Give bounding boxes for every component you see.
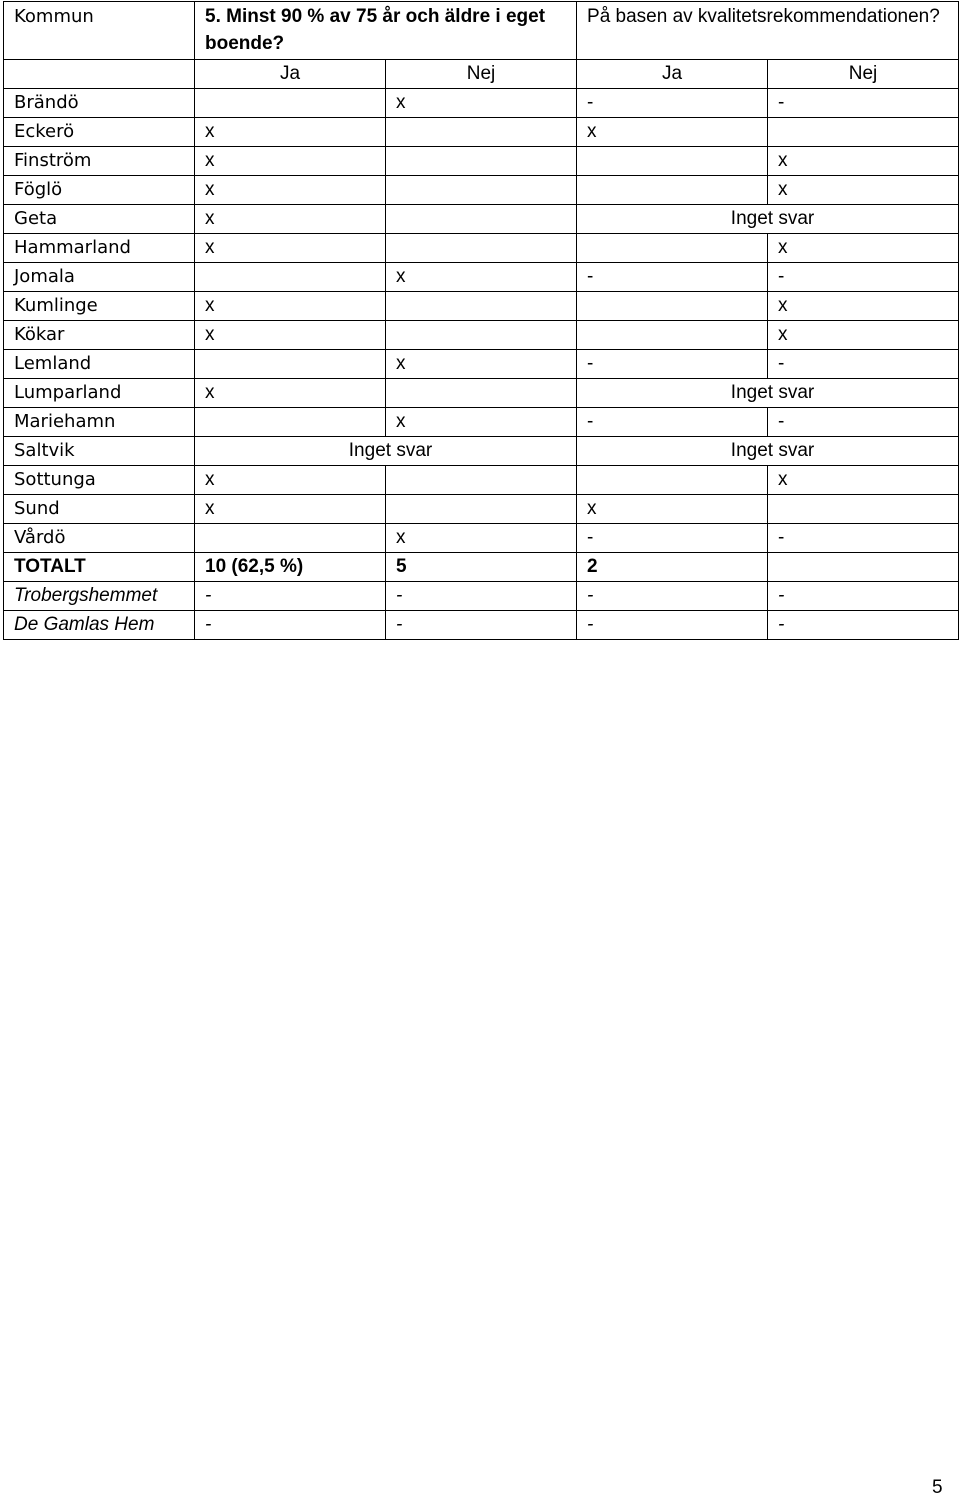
kommun-name: Sottunga — [4, 466, 195, 495]
question-ja-cell — [195, 263, 386, 292]
subheader-empty — [4, 60, 195, 89]
question-nej-cell — [386, 495, 577, 524]
table-body — [4, 2, 959, 640]
kommun-name: Mariehamn — [4, 408, 195, 437]
basis-nej-cell: - — [768, 408, 959, 437]
kommun-name: Lemland — [4, 350, 195, 379]
kommun-name: Vårdö — [4, 524, 195, 553]
table-row — [4, 263, 959, 292]
basis-nej-cell — [768, 553, 959, 582]
question-nej-cell — [386, 147, 577, 176]
table-row — [4, 321, 959, 350]
basis-nej-cell: x — [768, 321, 959, 350]
table-row — [4, 495, 959, 524]
table-row — [4, 582, 959, 611]
basis-ja-cell: - — [577, 263, 768, 292]
kommun-name: Eckerö — [4, 118, 195, 147]
table-row — [4, 437, 959, 466]
question-ja-cell: x — [195, 205, 386, 234]
basis-nej-cell: - — [768, 350, 959, 379]
question-nej-cell: x — [386, 408, 577, 437]
question-nej-cell: 5 — [386, 553, 577, 582]
basis-ja-cell — [577, 292, 768, 321]
question-nej-cell: x — [386, 524, 577, 553]
question-nej-cell: x — [386, 89, 577, 118]
basis-nej-cell: x — [768, 176, 959, 205]
basis-no-answer: Inget svar — [577, 437, 959, 466]
basis-nej-cell: x — [768, 147, 959, 176]
table-row — [4, 118, 959, 147]
kommun-name: Föglö — [4, 176, 195, 205]
question-no-answer: Inget svar — [195, 437, 577, 466]
basis-nej-cell: - — [768, 611, 959, 640]
question-ja-cell: x — [195, 118, 386, 147]
subheader-b-ja: Ja — [577, 60, 768, 89]
basis-nej-cell: - — [768, 524, 959, 553]
table-row — [4, 350, 959, 379]
question-ja-cell: - — [195, 582, 386, 611]
basis-ja-cell — [577, 147, 768, 176]
question-ja-cell — [195, 350, 386, 379]
kommun-name: Sund — [4, 495, 195, 524]
basis-nej-cell — [768, 118, 959, 147]
basis-ja-cell: - — [577, 408, 768, 437]
kommun-name: Kumlinge — [4, 292, 195, 321]
header-question: 5. Minst 90 % av 75 år och äldre i eget boende? — [195, 2, 577, 60]
question-nej-cell — [386, 466, 577, 495]
table-row — [4, 234, 959, 263]
basis-ja-cell: - — [577, 524, 768, 553]
question-ja-cell: x — [195, 147, 386, 176]
subheader-row — [4, 60, 959, 89]
basis-ja-cell — [577, 321, 768, 350]
question-ja-cell: x — [195, 495, 386, 524]
question-ja-cell: x — [195, 379, 386, 408]
basis-ja-cell: x — [577, 495, 768, 524]
question-ja-cell: x — [195, 466, 386, 495]
table-row — [4, 176, 959, 205]
basis-nej-cell: x — [768, 234, 959, 263]
header-basis: På basen av kvalitetsrekommendationen? — [577, 2, 959, 60]
basis-nej-cell: x — [768, 292, 959, 321]
question-ja-cell — [195, 524, 386, 553]
question-ja-cell: x — [195, 292, 386, 321]
question-nej-cell — [386, 321, 577, 350]
header-kommun: Kommun — [4, 2, 195, 60]
subheader-q-ja: Ja — [195, 60, 386, 89]
survey-table — [3, 1, 959, 640]
question-nej-cell: x — [386, 263, 577, 292]
table-row — [4, 553, 959, 582]
basis-nej-cell: - — [768, 263, 959, 292]
kommun-name: Lumparland — [4, 379, 195, 408]
kommun-name: Finström — [4, 147, 195, 176]
question-nej-cell — [386, 205, 577, 234]
question-ja-cell — [195, 89, 386, 118]
question-ja-cell: x — [195, 321, 386, 350]
kommun-name: Trobergshemmet — [4, 582, 195, 611]
question-nej-cell — [386, 176, 577, 205]
basis-ja-cell: - — [577, 350, 768, 379]
basis-ja-cell: 2 — [577, 553, 768, 582]
table-row — [4, 379, 959, 408]
question-ja-cell: 10 (62,5 %) — [195, 553, 386, 582]
basis-ja-cell — [577, 176, 768, 205]
basis-nej-cell: - — [768, 89, 959, 118]
table-row — [4, 292, 959, 321]
question-nej-cell — [386, 118, 577, 147]
table-row — [4, 611, 959, 640]
kommun-name: Geta — [4, 205, 195, 234]
table-row — [4, 408, 959, 437]
question-nej-cell: x — [386, 350, 577, 379]
basis-ja-cell: - — [577, 582, 768, 611]
kommun-name: Kökar — [4, 321, 195, 350]
question-ja-cell: x — [195, 176, 386, 205]
question-nej-cell: - — [386, 582, 577, 611]
subheader-q-nej: Nej — [386, 60, 577, 89]
table-row — [4, 205, 959, 234]
kommun-name: Jomala — [4, 263, 195, 292]
question-nej-cell — [386, 234, 577, 263]
header-row — [4, 2, 959, 60]
basis-ja-cell — [577, 234, 768, 263]
basis-ja-cell — [577, 466, 768, 495]
basis-nej-cell: x — [768, 466, 959, 495]
question-nej-cell — [386, 292, 577, 321]
basis-no-answer: Inget svar — [577, 379, 959, 408]
kommun-name: De Gamlas Hem — [4, 611, 195, 640]
kommun-name: Hammarland — [4, 234, 195, 263]
table-row — [4, 524, 959, 553]
question-ja-cell — [195, 408, 386, 437]
kommun-name: Saltvik — [4, 437, 195, 466]
kommun-name: TOTALT — [4, 553, 195, 582]
table-row — [4, 466, 959, 495]
basis-nej-cell — [768, 495, 959, 524]
basis-nej-cell: - — [768, 582, 959, 611]
basis-ja-cell: - — [577, 611, 768, 640]
basis-ja-cell: x — [577, 118, 768, 147]
table-row — [4, 147, 959, 176]
page-number: 5 — [932, 1477, 943, 1498]
kommun-name: Brändö — [4, 89, 195, 118]
question-ja-cell: x — [195, 234, 386, 263]
table-row — [4, 89, 959, 118]
question-nej-cell: - — [386, 611, 577, 640]
question-nej-cell — [386, 379, 577, 408]
basis-ja-cell: - — [577, 89, 768, 118]
question-ja-cell: - — [195, 611, 386, 640]
subheader-b-nej: Nej — [768, 60, 959, 89]
basis-no-answer: Inget svar — [577, 205, 959, 234]
